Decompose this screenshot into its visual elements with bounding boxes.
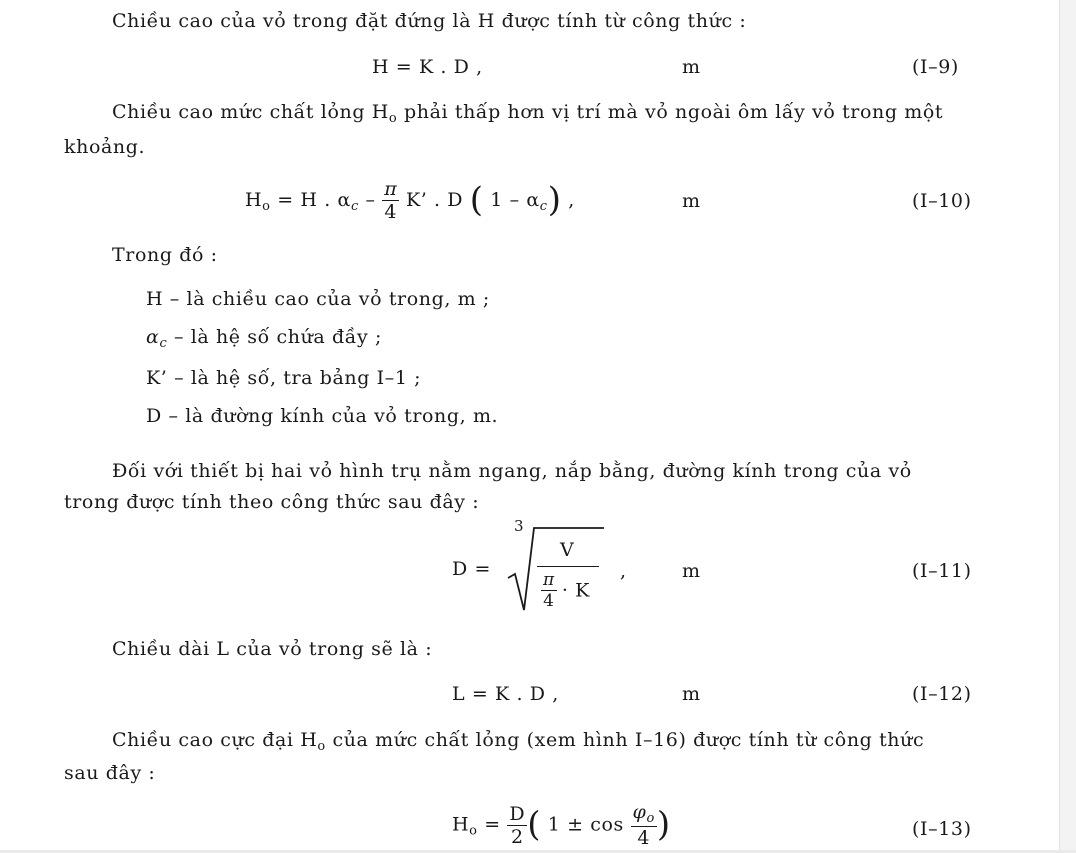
paragraph-intro-h: Chiều cao của vỏ trong đặt đứng là H được tính từ công thức : — [112, 10, 747, 32]
where-heading: Trong đó : — [112, 244, 218, 266]
paragraph-length: Chiều dài L của vỏ trong sẽ là : — [112, 638, 433, 660]
equation-i12-expression: L = K . D , — [452, 683, 559, 705]
paragraph-max-height: Chiều cao cực đại $H_o$ của mức chất lỏng (xem hình I–16) được tính từ công thức — [112, 729, 925, 754]
equation-i11-label: (I–11) — [912, 560, 972, 582]
definition-k-prime: K’ – là hệ số, tra bảng I–1 ; — [146, 367, 422, 389]
equation-i9-unit: m — [682, 56, 701, 78]
root-fraction-bar — [537, 566, 599, 567]
vertical-scrollbar[interactable] — [1059, 0, 1076, 853]
equation-i9-expression: H = K . D , — [372, 56, 483, 78]
cube-root-index: 3 — [514, 517, 525, 535]
d-over-2-fraction: $\frac{D}{2}$ — [509, 802, 526, 848]
paragraph-horizontal-device: Đối với thiết bị hai vỏ hình trụ nằm ngang, nắp bằng, đường kính trong của vỏ — [112, 460, 912, 482]
equation-i13-expression: $H_o$ = $\frac{D}{2}$ ( 1 ± cos $\frac{\varphi_o}{4}$ ) — [452, 801, 671, 849]
equation-i10-unit: m — [682, 190, 701, 212]
equation-i11-unit: m — [682, 560, 701, 582]
equation-i12-label: (I–12) — [912, 683, 972, 705]
equation-i11-comma: , — [620, 560, 627, 582]
root-denominator: $\frac{\pi}{4}$ · K — [543, 570, 590, 611]
equation-i13-label: (I–13) — [912, 818, 972, 840]
definition-alpha-c: $\alpha_c$ – là hệ số chứa đầy ; — [146, 326, 382, 351]
equation-i10-expression: $H_o = H$ . $\alpha_c$ – $\frac{\pi}{4}$ K’ . D ( $1 - \alpha_c$) , — [245, 178, 575, 223]
phi-over-4-fraction: $\frac{\varphi_o}{4}$ — [632, 801, 655, 849]
equation-i9-label: (I–9) — [912, 56, 959, 78]
equation-i12-unit: m — [682, 683, 701, 705]
equation-i10-label: (I–10) — [912, 190, 972, 212]
definition-d: D – là đường kính của vỏ trong, m. — [146, 405, 499, 427]
paragraph-liquid-height-cont: khoảng. — [64, 136, 146, 158]
definition-h: H – là chiều cao của vỏ trong, m ; — [146, 288, 490, 310]
pi-over-4-fraction: $\frac{\pi}{4}$ — [384, 178, 398, 223]
equation-i11-lhs: D = — [452, 558, 491, 580]
paragraph-horizontal-device-cont: trong được tính theo công thức sau đây : — [64, 491, 480, 513]
paragraph-max-height-cont: sau đây : — [64, 762, 156, 784]
root-numerator-v: V — [560, 539, 575, 561]
paragraph-liquid-height: Chiều cao mức chất lỏng $H_o$ phải thấp hơn vị trí mà vỏ ngoài ôm lấy vỏ trong một — [112, 101, 944, 126]
